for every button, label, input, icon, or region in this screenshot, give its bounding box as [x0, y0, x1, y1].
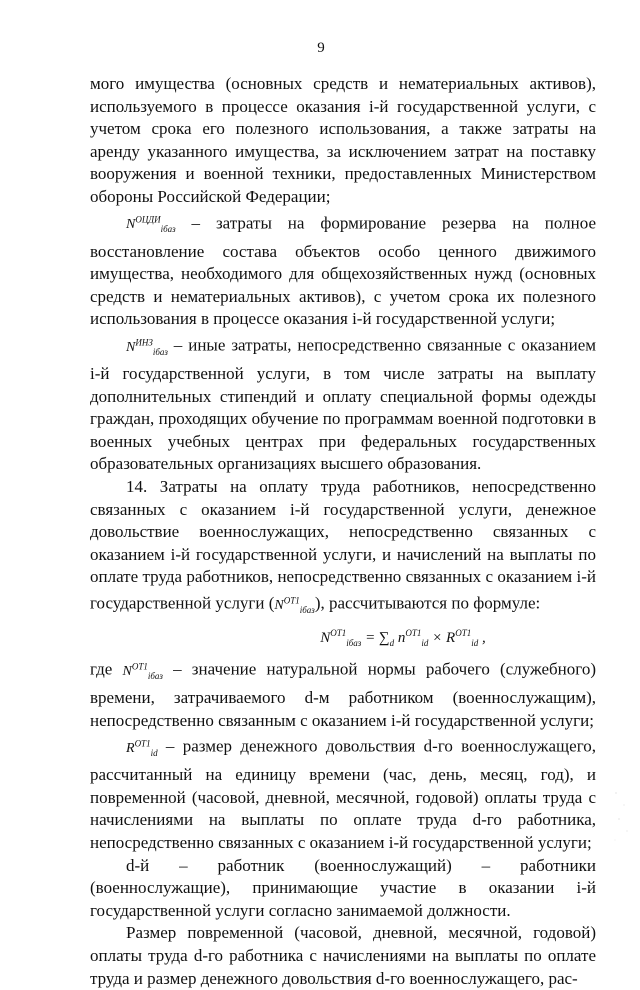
scan-noise-decoration [612, 785, 632, 845]
paragraph-assets-end: мого имущества (основных средств и нематериальных активов), используемого в процессе оказания i-й государственной услуги, с учетом срока его полезного использования, а также затраты на аренду указанного имущества, за исключением затрат на поставку вооружения и военной техники, предоставленных Министерством обороны Российской Федерации; [90, 74, 596, 206]
paragraph-ocdi [90, 209, 596, 331]
paragraph-item-14-text: 14. Затраты на оплату труда работников, непосредственно связанных с оказанием i-й государственной услуги, денежное довольствие военнослужащих, непосредственно связанных с оказанием i-й государственной услуги, и начислений на выплаты по оплате труда работников, непосредственно связанных с оказанием i-й государственной услуги ( [90, 477, 596, 613]
symbol-n-ot1-def: $N^{ОТ1}_{iбаз}$ [122, 661, 163, 681]
paragraph-inz-text: – иные затраты, непосредственно связанные с оказанием i-й государственной услуги, в том числе затраты на выплату дополнительных стипендий и оплату специальной формы одежды граждан, проходящих обучение по программам военной подготовки в военных учебных центрах при федеральных государственных образовательных организациях высшего образования. [90, 335, 596, 474]
formula-ot1: $N^{ОТ1}_{iбаз} = \sum_d$ $n^{ОТ1}_{id} \times R^{ОТ1}_{id}$ , [320, 628, 486, 649]
symbol-n-ocdi: $N^{ОЦДИ}_{iбаз}$ [126, 214, 176, 235]
symbol-n-ot1: $N^{ОТ1}_{iбаз}$ [274, 594, 315, 615]
paragraph-item-14 [90, 476, 596, 621]
paragraph-ocdi-text: – затраты на формирование резерва на полное восстановление состава объектов особо ценного движимого имущества, необходимого для общехозяйственных нужд (основных средств и нематериальных активов), с учетом срока их полезного использования в процессе оказания i-й государственной услуги; [90, 213, 596, 329]
symbol-r-ot1: $R^{ОТ1}_{id}$ [126, 738, 158, 758]
paragraph-r-def: $R^{ОТ1}_{id}$ – размер денежного довольствия d-го военнослужащего, рассчитанный на единицу времени (час, день, месяц, год), и повременной (часовой, дневной, месячной, годовой) оплаты труда с начислениями на выплаты по оплате труда d-го работника, непосредственно связанных с оказанием i-й государственной услуги; [90, 736, 596, 853]
paragraph-pay-size: Размер повременной (часовой, дневной, месячной, годовой) оплаты труда d-го работника с начислениями на выплаты по оплате труда и размер денежного довольствия d-го военнослужащего, рас- [90, 923, 596, 988]
paragraph-d-def: d-й – работник (военнослужащий) – работники (военнослужащие), принимающие участие в оказании i-й государственной услуги согласно занимаемой должности. [90, 855, 596, 920]
symbol-n-inz: $N^{ИНЗ}_{iбаз}$ [126, 336, 168, 357]
page-number: 9 [317, 40, 325, 56]
paragraph-where-n: где $N^{ОТ1}_{iбаз}$ – значение натуральной нормы рабочего (служебного) времени, затрачиваемого d-м работником (военнослужащим), непосредственно связанным с оказанием i-й государственной услуги; [90, 659, 596, 730]
paragraph-item-14-tail: ), рассчитываются по формуле: [314, 593, 541, 613]
paragraph-inz [90, 331, 596, 476]
